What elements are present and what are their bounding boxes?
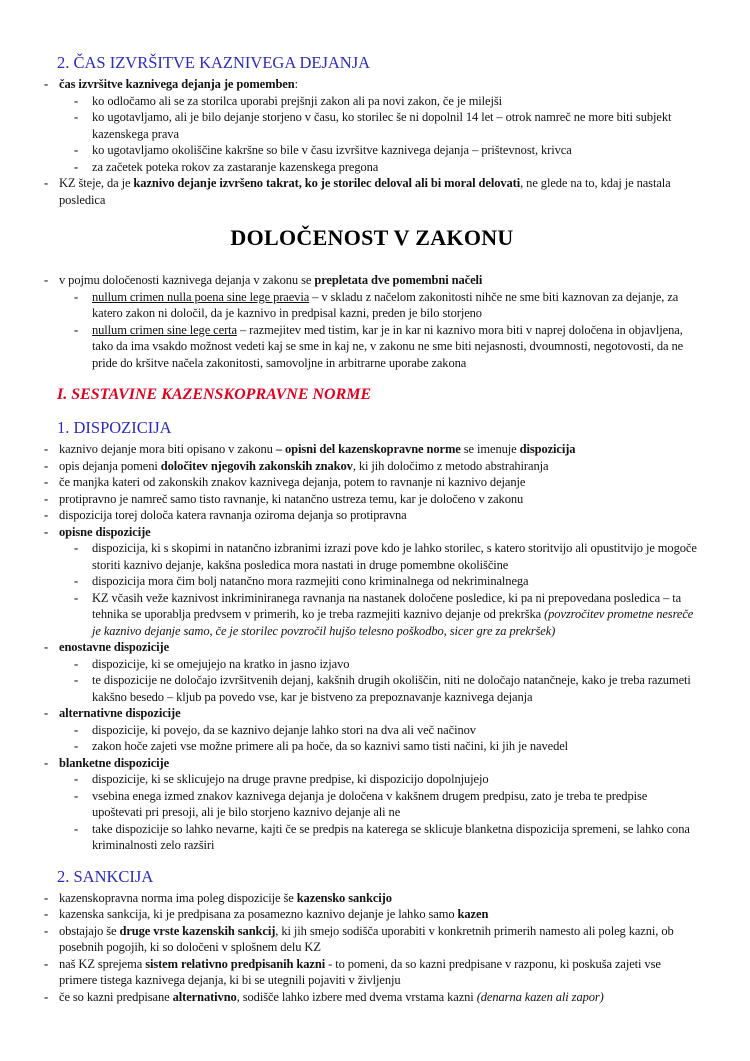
item-text	[92, 657, 349, 671]
text-segment: (denarna kazen ali zapor)	[476, 989, 604, 1004]
bullet-item	[44, 507, 700, 524]
text-segment: kazenskopravna norma ima poleg dispozicije še	[59, 890, 297, 905]
bullet-dash-icon: -	[44, 524, 49, 539]
bullet-item	[44, 524, 700, 541]
text-segment: (povzročitev prometne nesreče je kaznivo dejanje samo, če je storilec povzročil hujšo telesno poškodbo, sicer gre za prekršek)	[92, 607, 694, 638]
text-segment: – razmejitev med tistim, kar je in kar ni kaznivo mora biti v naprej določena in objavljena, tako da ima vsakdo možnost vedeti kaj se sme in kaj ne, v zakonu ne sme biti nejasnosti, dvoumnosti, negotovosti, da ne pride do kršitve načela zakonitosti, samovoljne in arbitrarne uporabe zakona	[92, 322, 684, 370]
bullet-item	[44, 175, 700, 208]
bullet-dash-icon: -	[74, 722, 79, 737]
item-text	[59, 442, 575, 456]
item-text	[59, 640, 169, 654]
text-segment: zakon hoče zajeti vse možne primere ali pa hoče, da so kaznivi samo tisti načini, ki jih je navedel	[92, 739, 569, 753]
bullet-item	[44, 755, 700, 772]
text-segment: določitev njegovih zakonskih znakov	[160, 458, 353, 473]
item-text	[92, 110, 671, 141]
text-segment: alternativno	[172, 989, 237, 1004]
bullet-item	[44, 639, 700, 656]
text-segment: opis dejanja pomeni	[59, 458, 161, 473]
bullet-dash-icon: -	[44, 273, 49, 287]
bullet-dash-icon: -	[74, 739, 79, 753]
text-segment: vsebina enega izmed znakov kaznivega dejanja je določena v kakšnem drugem predpisu, zato je treba te predpise upoštevati pri presoji, ali je bilo storjeno kaznivo dejanje ali ne	[92, 788, 648, 819]
item-text	[92, 591, 693, 638]
bullet-item	[44, 890, 700, 907]
text-segment: nullum crimen nulla poena sine lege praevia	[92, 289, 310, 304]
bullet-item	[44, 788, 700, 821]
document-content	[44, 52, 700, 1005]
text-segment: dispozicije, ki povejo, da se kaznivo dejanje lahko stori na dva ali več načinov	[92, 722, 476, 737]
item-text	[92, 789, 647, 820]
item-text	[92, 541, 697, 572]
bullet-item	[44, 474, 700, 491]
bullet-item	[44, 672, 700, 705]
bullet-item	[44, 322, 700, 372]
bullet-item	[44, 93, 700, 110]
item-text	[92, 723, 476, 737]
text-segment: v pojmu določenosti kaznivega dejanja v zakonu se	[59, 273, 315, 287]
text-segment: za začetek poteka rokov za zastaranje kazenskega pregona	[92, 159, 379, 174]
bullet-item	[44, 491, 700, 508]
bullet-dash-icon: -	[74, 143, 79, 157]
bullet-dash-icon: -	[44, 458, 49, 473]
item-text	[92, 574, 529, 588]
text-segment: opisne dispozicije	[59, 524, 151, 539]
text-segment: , ne glede na to, kdaj je nastala posledica	[59, 176, 671, 207]
text-segment: protipravno je namreč samo tisto ravnanje, ki natančno ustreza temu, kar je določeno v zakonu	[59, 491, 524, 506]
item-text	[59, 706, 181, 720]
section-heading-cas-izvrsitve: 2. ČAS IZVRŠITVE KAZNIVEGA DEJANJA	[57, 53, 371, 72]
text-segment: blanketne dispozicije	[59, 755, 170, 770]
item-text	[59, 907, 488, 921]
bullet-dash-icon: -	[44, 475, 49, 489]
text-segment: , ki jih določimo z metodo abstrahiranja	[352, 458, 549, 473]
bullet-item	[44, 906, 700, 923]
text-segment: KZ šteje, da je	[59, 176, 134, 190]
item-text	[59, 475, 525, 489]
item-text	[59, 459, 548, 473]
text-segment: dispozicije, ki se sklicujejo na druge pravne predpise, ki dispozicijo dopolnjujejo	[92, 772, 489, 786]
bullet-dash-icon: -	[74, 574, 79, 588]
bullet-item	[44, 989, 700, 1006]
text-segment: kaznivo dejanje izvršeno takrat, ko je storilec deloval ali bi moral delovati	[133, 176, 521, 190]
text-segment: obstajajo še	[59, 923, 120, 938]
text-segment: čas izvršitve kaznivega dejanja je pomemben	[59, 77, 295, 91]
bullet-item	[44, 159, 700, 176]
item-text	[59, 273, 482, 287]
bullet-item	[44, 289, 700, 322]
text-segment: druge vrste kazenskih sankcij	[119, 923, 276, 938]
text-segment: ko ugotavljamo, ali je bilo dejanje storjeno v času, ko storilec še ni dopolnil 14 let – otrok namreč ne more biti subjekt kazenskega prava	[92, 110, 672, 141]
text-segment: kazenska sankcija, ki je predpisana za posamezno kaznivo dejanje je lahko samo	[59, 907, 458, 921]
red-heading-sestavine: I. SESTAVINE KAZENSKOPRAVNE NORME	[57, 386, 372, 403]
item-text	[59, 891, 392, 905]
bullet-item	[44, 738, 700, 755]
bullet-dash-icon: -	[44, 176, 49, 190]
text-segment: take dispozicije so lahko nevarne, kajti če se predpis na katerega se sklicuje blanketna dispozicija spremeni, se lahko cona kriminalnosti zelo razširi	[92, 821, 690, 852]
bullet-dash-icon: -	[44, 442, 49, 456]
item-text	[59, 924, 674, 955]
bullet-dash-icon: -	[74, 541, 79, 555]
text-segment: dispozicija mora čim bolj natančno mora razmejiti cono kriminalnega od nekriminalnega	[92, 574, 529, 588]
bullet-dash-icon: -	[44, 956, 49, 971]
bullet-dash-icon: -	[44, 491, 49, 506]
text-segment: sistem relativno predpisanih kazni	[145, 956, 326, 971]
bullet-dash-icon: -	[74, 93, 79, 108]
bullet-dash-icon: -	[44, 907, 49, 921]
bullet-dash-icon: -	[74, 772, 79, 786]
item-text	[92, 323, 683, 370]
item-text	[59, 756, 169, 770]
bullet-dash-icon: -	[44, 77, 49, 91]
text-segment: kazensko sankcijo	[296, 890, 392, 905]
item-text	[92, 143, 572, 157]
item-text	[59, 508, 407, 522]
text-segment: ko ugotavljamo okoliščine kakršne so bile v času izvršitve kaznivega dejanja – prištevnost, krivca	[92, 143, 572, 157]
text-segment: ko odločamo ali se za storilca uporabi prejšnji zakon ali pa novi zakon, če je milejši	[92, 93, 503, 108]
text-segment: enostavne dispozicije	[59, 640, 170, 654]
page-title: DOLOČENOST V ZAKONU	[230, 225, 514, 250]
bullet-dash-icon: -	[74, 110, 79, 124]
text-segment: če so kazni predpisane	[59, 989, 173, 1004]
section-heading-dispozicija: 1. DISPOZICIJA	[57, 418, 172, 437]
item-text	[59, 492, 523, 506]
bullet-item	[44, 705, 700, 722]
bullet-item	[44, 540, 700, 573]
text-segment: naš KZ sprejema	[59, 956, 146, 971]
bullet-dash-icon: -	[74, 590, 79, 605]
text-segment: prepletata dve pomembni načeli	[314, 273, 483, 287]
text-segment: , ki jih smejo sodišča uporabiti v konkretnih primerih namesto ali poleg kazni, ob posebnih pogojih, ki so določeni v splošnem delu KZ	[59, 923, 674, 954]
text-segment: dispozicija, ki s skopimi in natančno izbranimi izrazi pove kdo je lahko storilec, s katero storitvijo ali opustitvijo je mogoče storiti kaznivo dejanje, kakšna posledica mora nastati in druge pomembne okoliščine	[92, 541, 697, 572]
bullet-item	[44, 272, 700, 289]
text-segment: – v skladu z načelom zakonitosti nihče ne sme biti kaznovan za dejanje, za katero zakon ni določil, da je kaznivo in predpisal kazni, preden je bilo storjeno	[92, 289, 679, 320]
bullet-item	[44, 458, 700, 475]
item-text	[92, 822, 690, 853]
text-segment: kazen	[457, 907, 489, 921]
bullet-dash-icon: -	[44, 989, 49, 1004]
text-segment: nullum crimen sine lege certa	[92, 322, 237, 337]
item-text	[92, 290, 678, 321]
bullet-dash-icon: -	[44, 640, 49, 654]
text-segment: KZ včasih veže kaznivost inkriminiranega ravnanja na nastanek določene posledice, ki pa ni prepovedana posledica – ta tehnika se uporablja predvsem v primerih, ko je treba razmejiti kaznivo dejanje od prekrška	[92, 590, 682, 621]
text-segment: :	[294, 77, 298, 91]
item-text	[59, 957, 661, 988]
bullet-dash-icon: -	[44, 923, 49, 938]
item-text	[92, 673, 691, 704]
bullet-dash-icon: -	[74, 159, 79, 174]
item-text	[92, 160, 378, 174]
item-text	[92, 739, 568, 753]
item-text	[59, 990, 604, 1004]
item-text	[59, 525, 151, 539]
bullet-item	[44, 441, 700, 458]
text-segment: dispozicije, ki se omejujejo na kratko in jasno izjavo	[92, 656, 350, 671]
bullet-item	[44, 573, 700, 590]
bullet-dash-icon: -	[44, 890, 49, 905]
item-text	[59, 176, 671, 207]
bullet-dash-icon: -	[74, 788, 79, 803]
text-segment: - to pomeni, da so kazni predpisane v razponu, ki poskuša zajeti vse primere tistega kaznivega dejanja, ki bi se utegnili pojaviti v življenju	[59, 956, 661, 987]
bullet-dash-icon: -	[44, 755, 49, 770]
bullet-item	[44, 956, 700, 989]
bullet-item	[44, 771, 700, 788]
bullet-dash-icon: -	[74, 322, 79, 337]
bullet-dash-icon: -	[74, 656, 79, 671]
text-segment: kaznivo dejanje mora biti opisano v zakonu	[59, 442, 276, 456]
bullet-item	[44, 656, 700, 673]
bullet-item	[44, 821, 700, 854]
text-segment: če manjka kateri od zakonskih znakov kaznivega dejanja, potem to ravnanje ni kaznivo dejanje	[59, 475, 526, 489]
section-heading-sankcija: 2. SANKCIJA	[57, 866, 154, 886]
text-segment: se imenuje	[460, 442, 520, 456]
text-segment: , sodišče lahko izbere med dvema vrstama kazni	[236, 989, 477, 1004]
text-segment: alternativne dispozicije	[59, 706, 181, 720]
text-segment: dispozicija	[519, 442, 576, 456]
bullet-item	[44, 142, 700, 159]
bullet-item	[44, 590, 700, 640]
bullet-dash-icon: -	[74, 673, 79, 687]
text-segment: dispozicija torej določa katera ravnanja oziroma dejanja so protipravna	[59, 508, 407, 522]
text-segment: – opisni del kazenskopravne norme	[275, 442, 461, 456]
item-text	[59, 77, 298, 91]
bullet-dash-icon: -	[74, 821, 79, 836]
bullet-dash-icon: -	[44, 508, 49, 522]
bullet-item	[44, 109, 700, 142]
item-text	[92, 94, 502, 108]
text-segment: te dispozicije ne določajo izvršitvenih dejanj, kakšnih drugih okoliščin, niti ne določajo natančneje, kako je treba razumeti kakšno besedo – kljub pa povedo vse, kar je bistveno za prepoznavanje kaznivega dejanja	[92, 673, 691, 704]
bullet-item	[44, 76, 700, 93]
bullet-item	[44, 722, 700, 739]
bullet-dash-icon: -	[74, 289, 79, 304]
bullet-dash-icon: -	[44, 706, 49, 720]
bullet-item	[44, 923, 700, 956]
item-text	[92, 772, 488, 786]
